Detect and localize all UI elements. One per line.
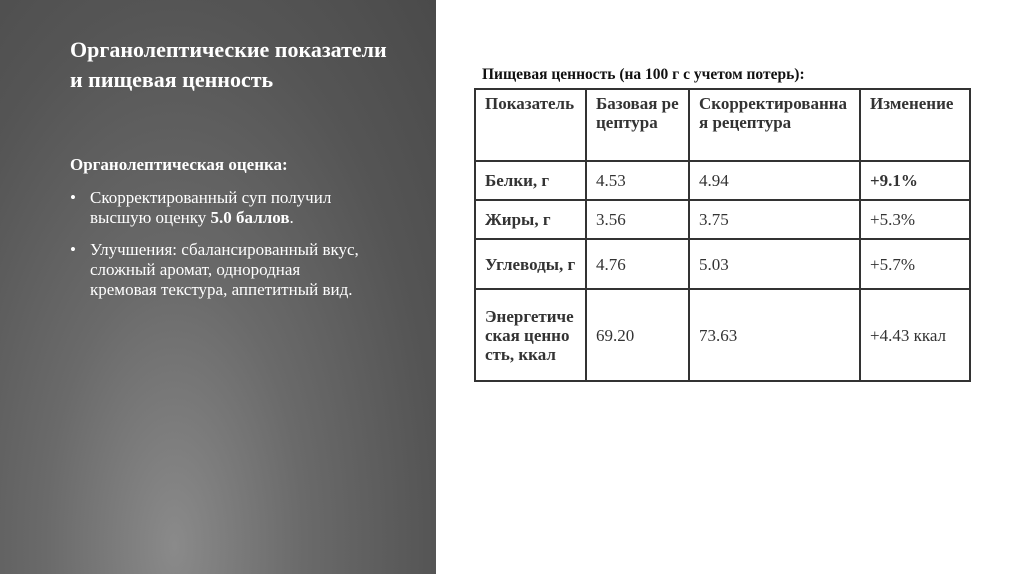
cell: +5.3% (860, 200, 970, 239)
table-header-row (475, 89, 970, 161)
cell: +4.43 ккал (860, 289, 970, 381)
row-label: Энергетическая ценность, ккал (475, 289, 586, 381)
bullet-icon: • (70, 240, 76, 259)
bullet-text: Улучшения: сбалансированный вкус, сложный аромат, однородная кремовая текстура, аппетитный вид. (90, 240, 359, 299)
bullet-icon: • (70, 188, 76, 207)
header-cell: Базовая рецептура (586, 89, 689, 161)
table-row (475, 200, 970, 239)
table-caption: Пищевая ценность (на 100 г с учетом потерь): (482, 66, 805, 83)
nutrition-table (474, 88, 971, 382)
list-item (70, 188, 370, 228)
row-label: Углеводы, г (475, 239, 586, 289)
table-row (475, 289, 970, 381)
bullet-list (70, 188, 370, 312)
cell: 5.03 (689, 239, 860, 289)
bullet-score: 5.0 баллов (210, 208, 290, 227)
section-heading: Органолептическая оценка: (70, 155, 288, 174)
cell: 4.53 (586, 161, 689, 200)
header-cell: Скорректированная рецептура (689, 89, 860, 161)
bullet-text-end: . (289, 208, 294, 227)
cell: 4.76 (586, 239, 689, 289)
table-row (475, 161, 970, 200)
header-cell: Показатель (475, 89, 586, 161)
header-cell: Изменение (860, 89, 970, 161)
cell: +9.1% (860, 161, 970, 200)
cell: +5.7% (860, 239, 970, 289)
cell: 3.56 (586, 200, 689, 239)
cell: 3.75 (689, 200, 860, 239)
left-panel (0, 0, 436, 574)
cell: 69.20 (586, 289, 689, 381)
bullet-text: Скорректированный суп получил высшую оценку (90, 188, 332, 227)
table-row (475, 239, 970, 289)
row-label: Жиры, г (475, 200, 586, 239)
list-item (70, 240, 370, 300)
cell: 4.94 (689, 161, 860, 200)
row-label: Белки, г (475, 161, 586, 200)
slide-title: Органолептические показатели и пищевая ценность (70, 37, 387, 92)
cell: 73.63 (689, 289, 860, 381)
